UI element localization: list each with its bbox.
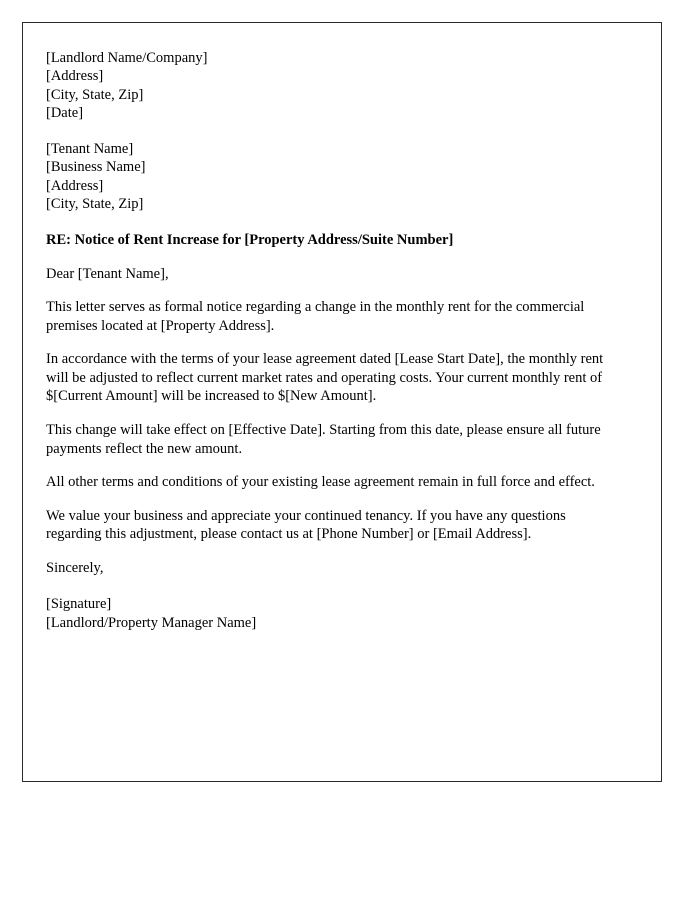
body-paragraph-4: All other terms and conditions of your existing lease agreement remain in full force and effect. — [46, 474, 595, 491]
body-paragraph-1: This letter serves as formal notice regarding a change in the monthly rent for the commercial premises located at [Property Address]. — [46, 298, 585, 334]
salutation: Dear [Tenant Name], — [46, 265, 169, 282]
signature-placeholder: [Signature] — [46, 596, 112, 613]
sender-address-line: [Date] — [46, 104, 84, 121]
recipient-address-line: [Business Name] — [46, 159, 146, 176]
recipient-address-line: [Tenant Name] — [46, 141, 134, 158]
body-paragraph-2: In accordance with the terms of your lease agreement dated [Lease Start Date], the monthly rent will be adjusted to reflect current market rates and operating costs. Your current monthly rent of $[Current Amount] will be increased to $[New Amount]. — [46, 351, 604, 405]
sender-address-line: [Landlord Name/Company] — [46, 50, 208, 66]
sender-address-block — [46, 49, 623, 122]
recipient-address-line: [Address] — [46, 177, 104, 194]
body-paragraph-5: We value your business and appreciate your continued tenancy. If you have any questions regarding this adjustment, please contact us at [Phone Number] or [Email Address]. — [46, 507, 566, 543]
letter-content — [23, 23, 661, 632]
signer-name: [Landlord/Property Manager Name] — [46, 614, 257, 631]
letter-border-frame — [22, 22, 662, 782]
subject-line: RE: Notice of Rent Increase for [Property Address/Suite Number] — [46, 232, 454, 249]
signature-block — [46, 595, 623, 632]
recipient-address-line: [City, State, Zip] — [46, 196, 144, 213]
body-paragraph-3: This change will take effect on [Effective Date]. Starting from this date, please ensure all future payments reflect the new amount. — [46, 421, 601, 457]
sender-address-line: [Address] — [46, 68, 104, 85]
recipient-address-block — [46, 140, 623, 213]
closing-line: Sincerely, — [46, 559, 104, 576]
sender-address-line: [City, State, Zip] — [46, 86, 144, 103]
